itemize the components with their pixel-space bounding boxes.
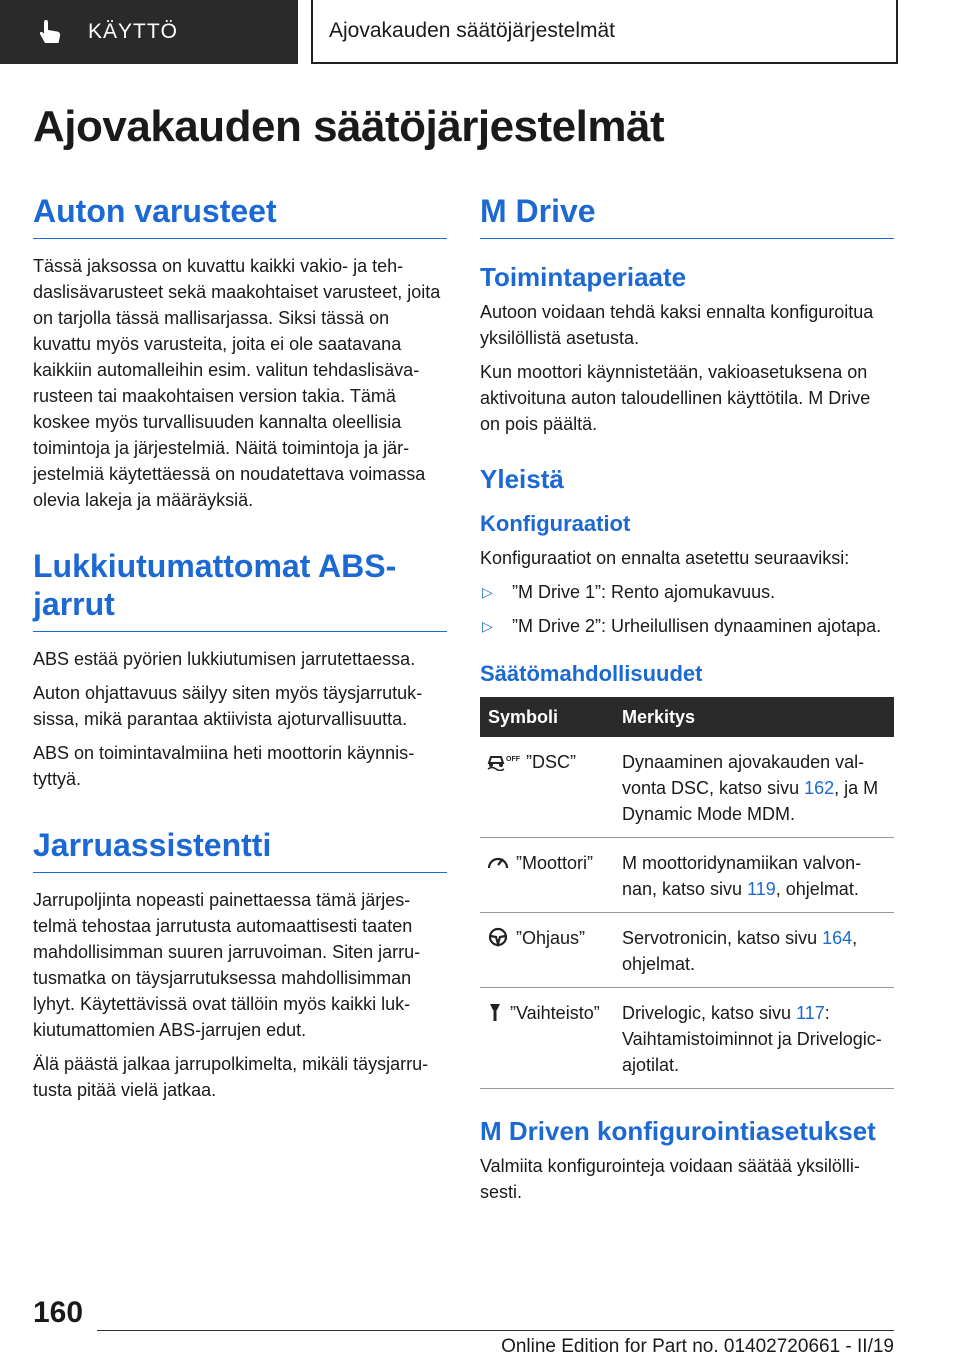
heading-brake-assist: Jarruassistentti <box>33 826 447 873</box>
heading-config-settings: M Driven konfigurointiasetukset <box>480 1116 876 1146</box>
list-item: ▷ ”M Drive 1”: Rento ajomukavuus. <box>480 579 894 605</box>
steering-wheel-icon <box>486 927 510 947</box>
principle-text-2: Kun moottori käynnistetään, vakioasetuksena on aktivoituna auton taloudellinen käyttötila. M Drive on pois päältä. <box>480 362 871 434</box>
table-header-symbol: Symboli <box>480 697 614 737</box>
gear-shift-icon <box>486 1002 504 1022</box>
abs-text-3: ABS on toimintavalmiina heti moottorin käynnistyttyä. <box>33 743 415 789</box>
equipment-text: Tässä jaksossa on kuvattu kaikki vakio- ja tehdaslisävarusteet sekä maakohtaiset varusteet, joita on tarjolla tässä mallisarjassa. Siksi tässä on kuvattu myös varusteita, joita ei ole saatavana kaikkiin automalleihin esim. valitun tehdaslisävarusteen tai maakohtaisen version takia. Tämä koskee myös turvallisuuden kannalta oleellisia toimintoja ja järjestelmiä. Näitä toimintoja ja järjestelmiä käytettäessä on noudatettava voimassa olevia lakeja ja määräyksiä. <box>33 256 441 510</box>
chapter-tab-label: Ajovakauden säätöjärjestelmät <box>329 19 616 42</box>
triangle-bullet-icon: ▷ <box>482 584 493 600</box>
dsc-off-icon <box>486 751 520 771</box>
left-column <box>33 192 447 1111</box>
page-link-162[interactable]: 162 <box>804 778 835 798</box>
table-row: ”Vaihteisto” Drivelogic, katso sivu 117: Vaihtamistoiminnot ja Drivelogic-ajotilat. <box>480 988 894 1089</box>
footer-edition: Online Edition for Part no. 01402720661 - II/19 <box>501 1336 894 1357</box>
options-table <box>480 697 894 1089</box>
table-header-meaning: Merkitys <box>614 697 894 737</box>
configurations-list <box>480 579 894 639</box>
table-row: ”Moottori” M moottoridynamiikan valvonnan, katso sivu 119, ohjelmat. <box>480 838 894 913</box>
configurations-intro: Konfiguraatiot on ennalta asetettu seuraaviksi: <box>480 548 850 568</box>
heading-general: Yleistä <box>480 464 564 494</box>
chapter-tab <box>311 0 898 64</box>
heading-equipment: Auton varusteet <box>33 192 447 239</box>
section-tab-label: KÄYTTÖ <box>88 20 179 43</box>
abs-text-2: Auton ohjattavuus säilyy siten myös täysjarrutuksissa, mikä parantaa aktiivista ajoturvallisuutta. <box>33 683 423 729</box>
brake-assist-text-2: Älä päästä jalkaa jarrupolkimelta, mikäli täysjarrutusta pitää vielä jatkaa. <box>33 1054 429 1100</box>
hand-pointer-icon <box>38 17 68 47</box>
table-row: OFF ”DSC” Dynaaminen ajovakauden valvonta DSC, katso sivu 162, ja M Dynamic Mode MDM. <box>480 737 894 838</box>
page-link-119[interactable]: 119 <box>747 879 776 899</box>
page-number: 160 <box>33 1296 84 1329</box>
page-link-164[interactable]: 164 <box>822 928 853 948</box>
principle-text-1: Autoon voidaan tehdä kaksi ennalta konfiguroitua yksilöllistä asetusta. <box>480 302 874 348</box>
page-title: Ajovakauden säätöjärjestelmät <box>33 102 665 151</box>
config-settings-text: Valmiita konfigurointeja voidaan säätää yksilöllisesti. <box>480 1156 860 1202</box>
heading-m-drive: M Drive <box>480 192 894 239</box>
heading-principle: Toimintaperiaate <box>480 262 687 292</box>
section-tab <box>0 0 298 64</box>
heading-configurations: Konfiguraatiot <box>480 511 631 536</box>
page-link-117[interactable]: 117 <box>796 1003 825 1023</box>
heading-abs: Lukkiutumattomat ABS-jarrut <box>33 547 447 632</box>
right-column <box>480 192 894 1213</box>
brake-assist-text-1: Jarrupoljinta nopeasti painettaessa tämä järjestelmä tehostaa jarrutusta automaattisesti taaten mahdollisimman suuren jarruvoiman. Siten jarrutusmatka on täysjarrutuksessa mahdollisimman lyhyt. Käytettävissä ovat tällöin myös kaikki lukkiutumattomien ABS-jarrujen edut. <box>33 890 421 1040</box>
svg-text:OFF: OFF <box>506 756 520 763</box>
table-row: ”Ohjaus” Servotronicin, katso sivu 164, ohjelmat. <box>480 913 894 988</box>
list-item: ▷ ”M Drive 2”: Urheilullisen dynaaminen ajotapa. <box>480 613 894 639</box>
abs-text-1: ABS estää pyörien lukkiutumisen jarrutettaessa. <box>33 649 416 669</box>
triangle-bullet-icon: ▷ <box>482 618 493 634</box>
footer-divider <box>97 1330 894 1331</box>
heading-options: Säätömahdollisuudet <box>480 661 703 686</box>
gauge-icon <box>486 852 510 872</box>
